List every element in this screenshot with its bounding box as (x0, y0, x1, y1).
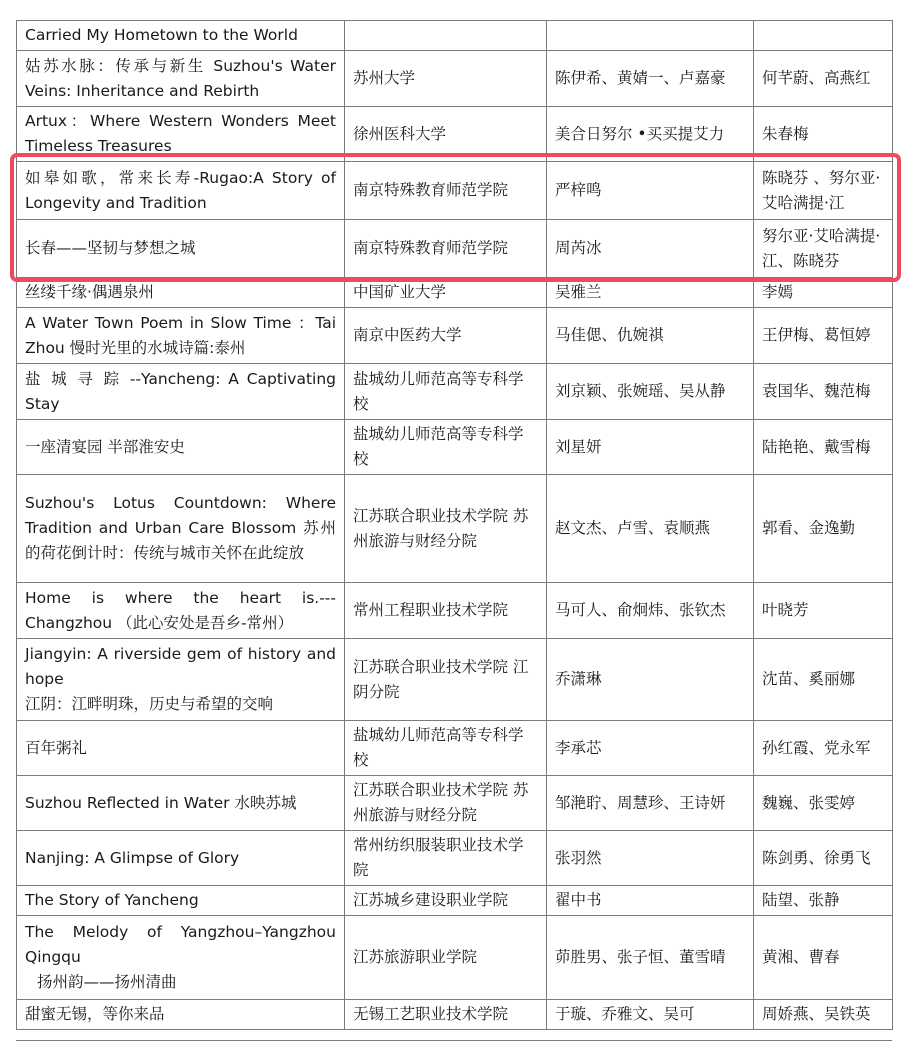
school-cell: 江苏城乡建设职业学院 (345, 886, 547, 916)
students-cell: 茆胜男、张子恒、董雪晴 (547, 916, 754, 1000)
work-title-chinese: 扬州韵——扬州清曲 (37, 973, 177, 991)
advisors-cell: 魏巍、张雯婷 (754, 776, 893, 831)
work-title-cell: 如皋如歌，常来长寿-Rugao:A Story of Longevity and Tradition (17, 162, 345, 220)
advisors-cell: 李嫣 (754, 278, 893, 308)
advisors-cell: 黄湘、曹春 (754, 916, 893, 1000)
school-cell: 徐州医科大学 (345, 107, 547, 162)
school-cell: 盐城幼儿师范高等专科学校 (345, 721, 547, 776)
work-title-cell: Suzhou's Lotus Countdown: Where Tradition and Urban Care Blossom 苏州的荷花倒计时：传统与城市关怀在此绽放 (17, 475, 345, 583)
table-row (17, 831, 893, 886)
students-cell: 马可人、俞炯炜、张钦杰 (547, 583, 754, 639)
work-title-cell (17, 639, 345, 721)
table-row (17, 639, 893, 721)
table-row (17, 776, 893, 831)
table-row (17, 21, 893, 51)
students-cell: 刘京颖、张婉瑶、吴从静 (547, 364, 754, 420)
table-row (17, 886, 893, 916)
table-row (17, 278, 893, 308)
school-cell: 南京特殊教育师范学院 (345, 220, 547, 278)
students-cell: 吴雅兰 (547, 278, 754, 308)
school-cell: 盐城幼儿师范高等专科学校 (345, 364, 547, 420)
work-title-english: The Melody of Yangzhou–Yangzhou Qingqu (25, 923, 336, 966)
table-row (17, 1000, 893, 1030)
school-cell: 中国矿业大学 (345, 278, 547, 308)
school-cell (345, 21, 547, 51)
advisors-cell: 郭看、金逸勤 (754, 475, 893, 583)
table-row (17, 107, 893, 162)
work-title-cell: 百年粥礼 (17, 721, 345, 776)
work-title-cell: 丝缕千缘·偶遇泉州 (17, 278, 345, 308)
table-row (17, 220, 893, 278)
advisors-cell (754, 21, 893, 51)
advisors-cell: 陈剑勇、徐勇飞 (754, 831, 893, 886)
advisors-cell: 王伊梅、葛恒婷 (754, 308, 893, 364)
page-bottom-rule (16, 1040, 892, 1041)
table-row (17, 51, 893, 107)
students-cell: 美合日努尔 •买买提艾力 (547, 107, 754, 162)
school-cell: 江苏旅游职业学院 (345, 916, 547, 1000)
school-cell: 南京特殊教育师范学院 (345, 162, 547, 220)
table-row (17, 475, 893, 583)
advisors-cell: 陈晓芬 、努尔亚·艾哈满提·江 (754, 162, 893, 220)
work-title-cell: Artux：Where Western Wonders Meet Timeless Treasures (17, 107, 345, 162)
students-cell: 李承芯 (547, 721, 754, 776)
students-cell: 马佳偲、仇婉祺 (547, 308, 754, 364)
advisors-cell: 陆艳艳、戴雪梅 (754, 420, 893, 475)
awards-table (16, 20, 893, 1030)
advisors-cell: 沈苗、奚丽娜 (754, 639, 893, 721)
work-title-english: Jiangyin: A riverside gem of history and hope (25, 645, 336, 688)
work-title-chinese: 江阴：江畔明珠，历史与希望的交响 (25, 695, 274, 713)
school-cell: 江苏联合职业技术学院 苏州旅游与财经分院 (345, 776, 547, 831)
work-title-cell: 姑苏水脉：传承与新生 Suzhou's Water Veins: Inheritance and Rebirth (17, 51, 345, 107)
school-cell: 常州纺织服装职业技术学院 (345, 831, 547, 886)
work-title-cell (17, 916, 345, 1000)
students-cell: 周芮冰 (547, 220, 754, 278)
table-row (17, 583, 893, 639)
students-cell: 陈伊希、黄婧一、卢嘉豪 (547, 51, 754, 107)
students-cell: 邹滟聍、周慧珍、王诗妍 (547, 776, 754, 831)
table-row (17, 420, 893, 475)
work-title-cell: Carried My Hometown to the World (17, 21, 345, 51)
students-cell: 刘星妍 (547, 420, 754, 475)
students-cell: 乔潇琳 (547, 639, 754, 721)
work-title-cell: Suzhou Reflected in Water 水映苏城 (17, 776, 345, 831)
school-cell: 江苏联合职业技术学院 苏州旅游与财经分院 (345, 475, 547, 583)
school-cell: 盐城幼儿师范高等专科学校 (345, 420, 547, 475)
work-title-cell: 盐 城 寻 踪 --Yancheng: A Captivating Stay (17, 364, 345, 420)
students-cell: 张羽然 (547, 831, 754, 886)
students-cell (547, 21, 754, 51)
advisors-cell: 朱春梅 (754, 107, 893, 162)
work-title-cell: A Water Town Poem in Slow Time ：Tai Zhou 慢时光里的水城诗篇:泰州 (17, 308, 345, 364)
table-row (17, 364, 893, 420)
school-cell: 南京中医药大学 (345, 308, 547, 364)
work-title-cell: Home is where the heart is.---Changzhou （此心安处是吾乡-常州） (17, 583, 345, 639)
table-row (17, 308, 893, 364)
work-title-cell: 长春——坚韧与梦想之城 (17, 220, 345, 278)
students-cell: 赵文杰、卢雪、袁顺燕 (547, 475, 754, 583)
school-cell: 苏州大学 (345, 51, 547, 107)
school-cell: 江苏联合职业技术学院 江阴分院 (345, 639, 547, 721)
work-title-cell: 甜蜜无锡，等你来品 (17, 1000, 345, 1030)
advisors-cell: 陆望、张静 (754, 886, 893, 916)
work-title-cell: Nanjing: A Glimpse of Glory (17, 831, 345, 886)
students-cell: 于璇、乔雅文、吴可 (547, 1000, 754, 1030)
advisors-cell: 周娇燕、吴铁英 (754, 1000, 893, 1030)
school-cell: 常州工程职业技术学院 (345, 583, 547, 639)
table-row (17, 916, 893, 1000)
work-title-cell: The Story of Yancheng (17, 886, 345, 916)
advisors-cell: 何芊蔚、高燕红 (754, 51, 893, 107)
advisors-cell: 努尔亚·艾哈满提·江、陈晓芬 (754, 220, 893, 278)
advisors-cell: 叶晓芳 (754, 583, 893, 639)
advisors-cell: 袁国华、魏范梅 (754, 364, 893, 420)
advisors-cell: 孙红霞、党永军 (754, 721, 893, 776)
students-cell: 严梓鸣 (547, 162, 754, 220)
work-title-cell: 一座清宴园 半部淮安史 (17, 420, 345, 475)
school-cell: 无锡工艺职业技术学院 (345, 1000, 547, 1030)
students-cell: 翟中书 (547, 886, 754, 916)
table-row (17, 721, 893, 776)
table-row (17, 162, 893, 220)
